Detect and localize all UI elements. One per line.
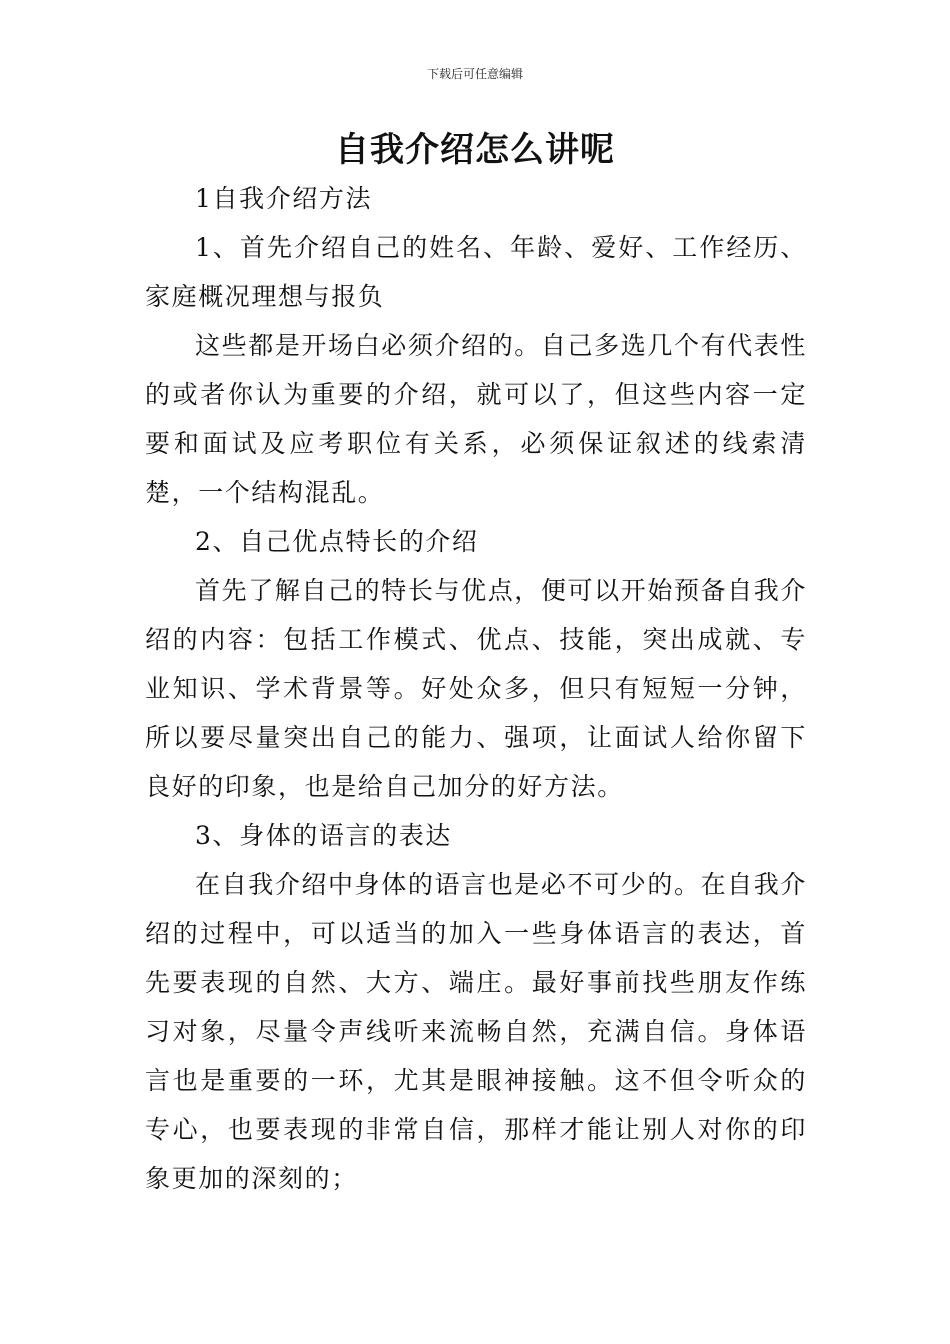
paragraph-3: 在自我介绍中身体的语言也是必不可少的。在自我介绍的过程中，可以适当的加入一些身体语言的表达，首先要表现的自然、大方、端庄。最好事前找些朋友作练习对象，尽量令声线听来流畅自然，充满自信。身体语言也是重要的一环，尤其是眼神接触。这不但令听众的专心，也要表现的非常自信，那样才能让别人对你的印象更加的深刻的； bbox=[145, 870, 807, 1193]
paragraph-2: 首先了解自己的特长与优点，便可以开始预备自我介绍的内容：包括工作模式、优点、技能，突出成就、专业知识、学术背景等。好处众多，但只有短短一分钟，所以要尽量突出自己的能力、强项，让面试人给你留下良好的印象，也是给自己加分的好方法。 bbox=[145, 576, 807, 801]
header-note: 下载后可任意编辑 bbox=[426, 67, 523, 81]
document-title: 自我介绍怎么讲呢 bbox=[335, 130, 615, 170]
item-heading-3: 3、身体的语言的表达 bbox=[195, 821, 452, 850]
document-body bbox=[145, 174, 807, 1203]
paragraph-1: 这些都是开场白必须介绍的。自己多选几个有代表性的或者你认为重要的介绍，就可以了，但这些内容一定要和面试及应考职位有关系，必须保证叙述的线索清楚，一个结构混乱。 bbox=[145, 331, 807, 507]
item-heading-1: 1、首先介绍自己的姓名、年龄、爱好、工作经历、家庭概况理想与报负 bbox=[145, 233, 807, 311]
section-heading-1: 1自我介绍方法 bbox=[195, 184, 373, 213]
item-heading-2: 2、自己优点特长的介绍 bbox=[195, 527, 479, 556]
